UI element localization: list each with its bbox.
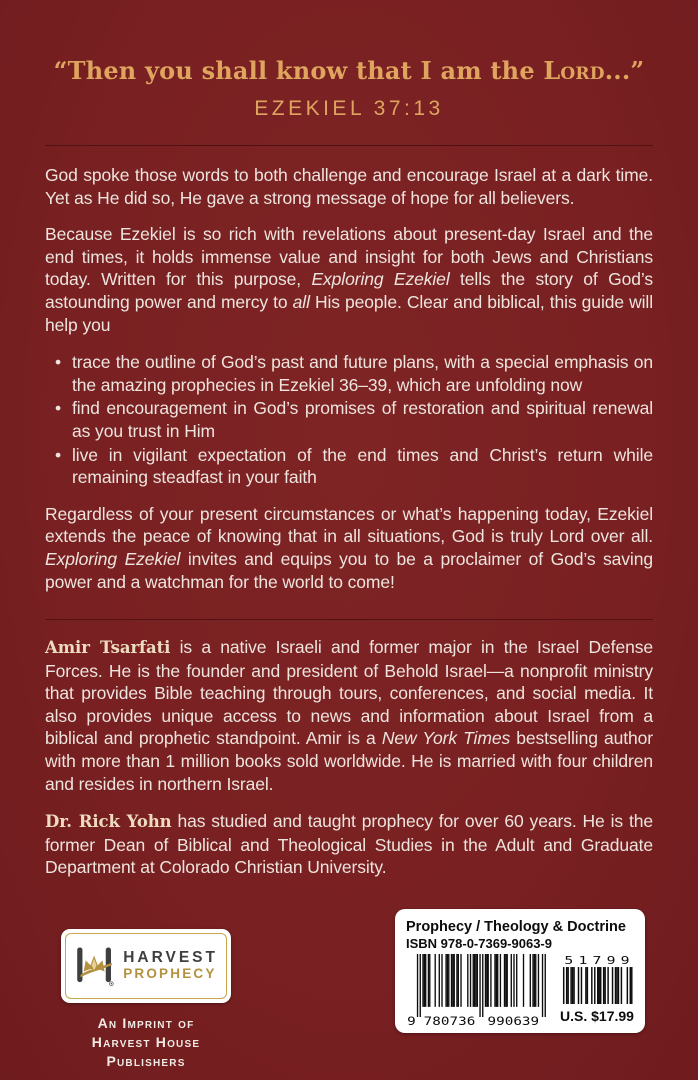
logo-inner-frame	[65, 933, 227, 999]
list-item: • trace the outline of God’s past and future plans, with a special emphasis on the amazing prophecies in Ezekiel 36–39, which are unfolding now	[72, 351, 653, 396]
price-addon-block	[560, 954, 634, 1024]
scripture-quote: “Then you shall know that I am the Lord...”	[53, 56, 645, 85]
divider-top	[45, 145, 653, 146]
isbn-label: ISBN 978-0-7369-9063-9	[406, 936, 552, 952]
author-bio-amir-tsarfati: Amir Tsarfati is a native Israeli and former major in the Israel Defense Forces. He is the founder and president of Behold Israel—a nonprofit ministry that provides Bible teaching through tours, conferences, and social media. It also provides unique access to news and information about Israel from a biblical and prophetic standpoint. Amir is a New York Times bestselling author with more than 1 million books sold worldwide. He is married with four children and resides in northern Israel.	[45, 637, 653, 794]
list-item: • find encouragement in God’s promises of restoration and spiritual renewal as you trust in Him	[72, 397, 653, 442]
logo-harvest-label: HARVEST	[123, 949, 218, 967]
author-bio-rick-yohn: Dr. Rick Yohn has studied and taught prophecy for over 60 years. He is the former Dean of Biblical and Theological Studies in the Adult and Graduate Department at Colorado Christian University.	[45, 811, 653, 878]
logo-prophecy-label: PROPHECY	[123, 966, 217, 982]
scripture-reference: EZEKIEL 37:13	[254, 97, 444, 120]
ean13-barcode	[406, 954, 550, 1026]
price-label: U.S. $17.99	[560, 1008, 634, 1025]
imprint-note	[53, 1014, 239, 1071]
barcode-row	[406, 954, 634, 1026]
intro-paragraph: God spoke those words to both challenge and encourage Israel at a dark time. Yet as He did so, He gave a strong message of hope for all believers.	[45, 165, 653, 208]
barcode-panel	[395, 909, 645, 1033]
price-addon-barcode	[560, 954, 634, 1004]
publisher-block	[53, 909, 239, 1071]
addon-digits: 5 1 7 9 9	[564, 954, 630, 968]
ean-group2-digits: 990639	[487, 1014, 540, 1027]
ean-group1-digits: 780736	[423, 1014, 476, 1027]
list-item: • live in vigilant expectation of the end times and Christ’s return while remaining steadfast in your faith	[72, 444, 653, 489]
ean-lead-digit: 9	[407, 1014, 416, 1027]
logo-wordmark	[123, 949, 218, 982]
overview-paragraph: Because Ezekiel is so rich with revelations about present-day Israel and the end times, it holds immense value and insight for both Jews and Christians today. Written for this purpose, Exploring Ezekiel tells the story of God’s astounding power and mercy to all His people. Clear and biblical, this guide will help you	[45, 224, 653, 335]
footer	[45, 909, 653, 1071]
harvest-prophecy-logo	[61, 929, 231, 1003]
benefits-list	[45, 351, 653, 489]
imprint-line-1: An Imprint of	[97, 1015, 195, 1032]
divider-bottom	[45, 619, 653, 620]
category-label: Prophecy / Theology & Doctrine	[406, 919, 626, 936]
imprint-line-2: Harvest House Publishers	[91, 1033, 201, 1069]
harvest-h-crown-icon	[74, 941, 114, 991]
closing-paragraph: Regardless of your present circumstances or what’s happening today, Ezekiel extends the peace of knowing that in all situations, God is truly Lord over all. Exploring Ezekiel invites and equips you to be a proclaimer of God’s saving power and a watchman for the world to come!	[45, 503, 653, 592]
